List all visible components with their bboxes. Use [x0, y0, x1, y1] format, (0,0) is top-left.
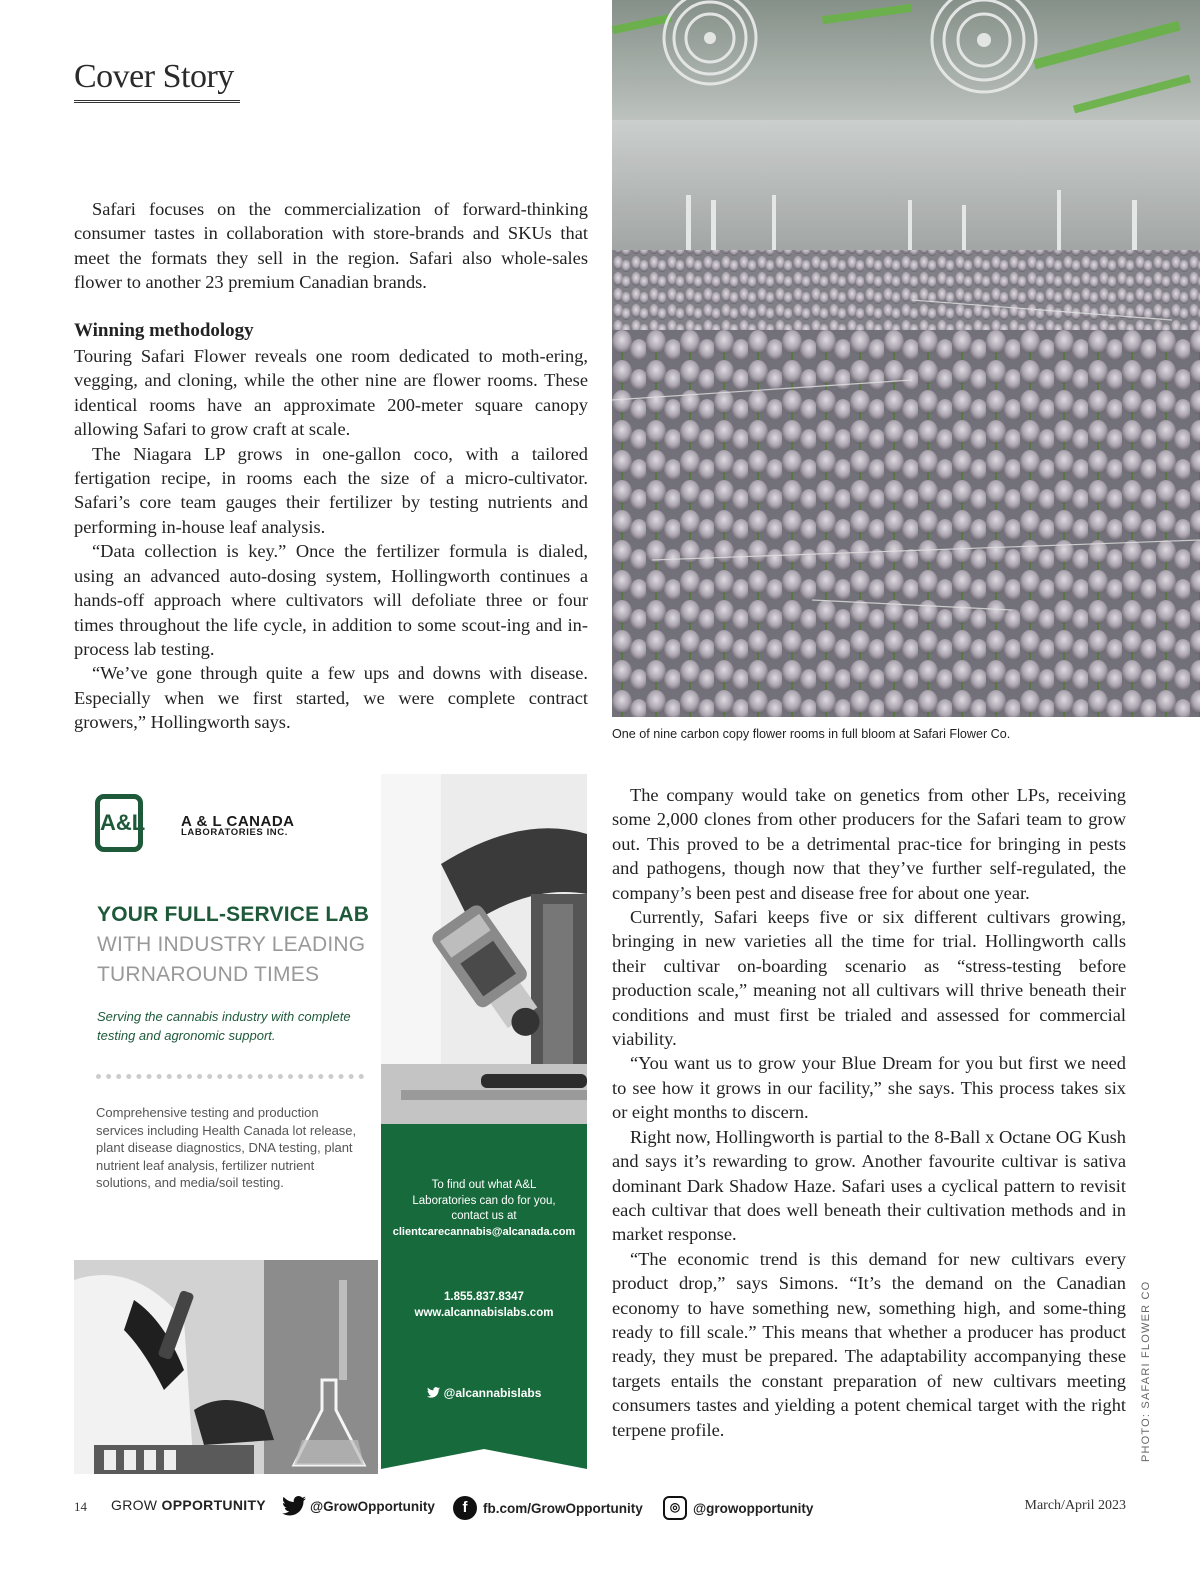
page-number: 14	[74, 1499, 87, 1514]
ad-headline-line: WITH INDUSTRY LEADING	[97, 933, 366, 956]
facebook-icon: f	[453, 1496, 477, 1520]
flower-room-photo	[612, 0, 1200, 717]
ad-dotted-divider	[96, 1074, 364, 1079]
ad-contact-text	[381, 1178, 587, 1240]
paragraph: The company would take on genetics from other LPs, receiving some 2,000 clones from other producers for the Safari team to grow out. This proved to be a detrimental prac-tice for bringing in pests and pathogens, though now that they’ve further self-regulated, the company’s been pest and disease free for about one year.	[612, 785, 1126, 903]
issue-date: March/April 2023	[1024, 1498, 1126, 1513]
ad-logo-subtitle: LABORATORIES INC.	[181, 827, 288, 838]
ad-email-link[interactable]: clientcarecannabis@alcanada.com	[392, 1225, 576, 1238]
paragraph: Currently, Safari keeps five or six different cultivars growing, bringing in new varieties all the time for trial. Hollingworth calls their cultivar on-boarding scenario as “stress-testing before production scale,” meaning not all cultivars will thrive beneath their conditions and must first be trialed and assessed for commercial viability.	[612, 907, 1126, 1050]
section-title: Cover Story	[74, 58, 234, 95]
al-logo-icon: A&L	[95, 794, 143, 852]
ad-twitter-handle: @alcannabislabs	[443, 1386, 542, 1400]
footer-facebook-url: fb.com/GrowOpportunity	[483, 1500, 643, 1516]
page-footer	[0, 1490, 1200, 1524]
paragraph: Touring Safari Flower reveals one room dedicated to moth-ering, vegging, and cloning, while the other nine are flower rooms. These identical rooms have an approximate 200-meter square canopy allowing Safari to grow craft at scale.	[74, 346, 588, 440]
subhead-winning-methodology: Winning methodology	[74, 319, 254, 341]
section-rule	[74, 100, 240, 103]
ad-contact-panel	[381, 1124, 587, 1474]
right-column	[612, 783, 1126, 1442]
photo-caption: One of nine carbon copy flower rooms in full bloom at Safari Flower Co.	[612, 727, 1011, 741]
photo-credit: PHOTO: SAFARI FLOWER CO	[1140, 1280, 1152, 1462]
instagram-icon: ◎	[663, 1496, 687, 1520]
ad-logo-name: A & L CANADA	[181, 813, 295, 830]
paragraph: Right now, Hollingworth is partial to the 8-Ball x Octane OG Kush and says it’s rewarding to grow. Another favourite cultivar is sativa dominant Dark Shadow Haze. Safari uses a cyclical pattern to revisit each cultivar that does well beneath their cultivation methods and in market response.	[612, 1126, 1126, 1245]
ad-contact-line: Laboratories can do for you,	[412, 1194, 556, 1207]
twitter-bird-icon	[282, 1496, 306, 1516]
ad-tagline: Serving the cannabis industry with complete testing and agronomic support.	[97, 1009, 351, 1043]
ad-headline-primary: YOUR FULL-SERVICE LAB	[97, 903, 370, 926]
ad-headline-line: TURNAROUND TIMES	[97, 963, 320, 986]
footer-twitter-link[interactable]	[282, 1496, 435, 1516]
footer-instagram-handle: @growopportunity	[693, 1500, 814, 1516]
ad-contact-line: To find out what A&L	[431, 1179, 537, 1191]
ad-phone-link[interactable]: 1.855.837.8347	[444, 1291, 524, 1303]
ad-body-text: Comprehensive testing and production services including Health Canada lot release, plant disease diagnostics, DNA testing, plant nutrient leaf analysis, fertilizer nutrient solutions, and media/soil testing.	[96, 1105, 357, 1190]
flower-room-illustration	[612, 0, 1200, 717]
ad-headline-secondary	[97, 930, 365, 990]
ad-contact-line: contact us at	[451, 1210, 517, 1222]
ad-text-panel	[74, 774, 380, 1260]
microscope-illustration	[381, 774, 587, 1124]
lab-technician-photo	[74, 1260, 378, 1474]
paragraph: “You want us to grow your Blue Dream for you but first we need to see how it grows in our facility,” she says. This process takes six or eight months to discern.	[612, 1053, 1126, 1123]
paragraph: The Niagara LP grows in one-gallon coco, with a tailored fertigation recipe, in rooms each the size of a micro-cultivator. Safari’s core team gauges their fertilizer by testing nutrients and performing in-house leaf analysis.	[74, 443, 588, 537]
paragraph: “We’ve gone through quite a few ups and downs with disease. Especially when we first started, we were complete contract growers,” Hollingworth says.	[74, 663, 588, 733]
al-canada-advertisement[interactable]	[74, 774, 587, 1474]
left-column	[74, 197, 588, 735]
ad-twitter-link[interactable]	[381, 1386, 587, 1400]
footer-facebook-link[interactable]	[453, 1496, 643, 1520]
paragraph: “The economic trend is this demand for new cultivars every product drop,” says Simons. “It’s the demand on the Canadian economy to have something new, something high, and some-thing ready to fill scale.” This means that whether a producer has product ready, they must be prepared. The adaptability accompanying these targets entails the constant preparation of new cultivars meeting consumers tastes and yielding a potent chemical target with the right terpene profile.	[612, 1248, 1126, 1440]
ad-website-link[interactable]: www.alcannabislabs.com	[414, 1306, 554, 1319]
magazine-brand	[111, 1497, 266, 1513]
intro-paragraph: Safari focuses on the commercialization of forward-thinking consumer tastes in collaboration with store-brands and SKUs that meet the formats they sell in the region. Safari also whole-sales flower to another 23 premium Canadian brands.	[74, 199, 588, 293]
ad-phone-web	[381, 1290, 587, 1321]
footer-twitter-handle: @GrowOpportunity	[310, 1498, 435, 1514]
brand-bold: OPPORTUNITY	[161, 1497, 266, 1513]
twitter-bird-icon	[427, 1387, 440, 1398]
paragraph: “Data collection is key.” Once the fertilizer formula is dialed, using an advanced auto-dosing system, Hollingworth continues a hands-off approach where cultivators will defoliate three or four times throughout the life cycle, in addition to some scout-ing and in-process lab testing.	[74, 541, 588, 659]
footer-instagram-link[interactable]	[663, 1496, 813, 1520]
lab-technician-illustration	[74, 1260, 378, 1474]
microscope-photo	[381, 774, 587, 1124]
brand-light: GROW	[111, 1497, 158, 1513]
